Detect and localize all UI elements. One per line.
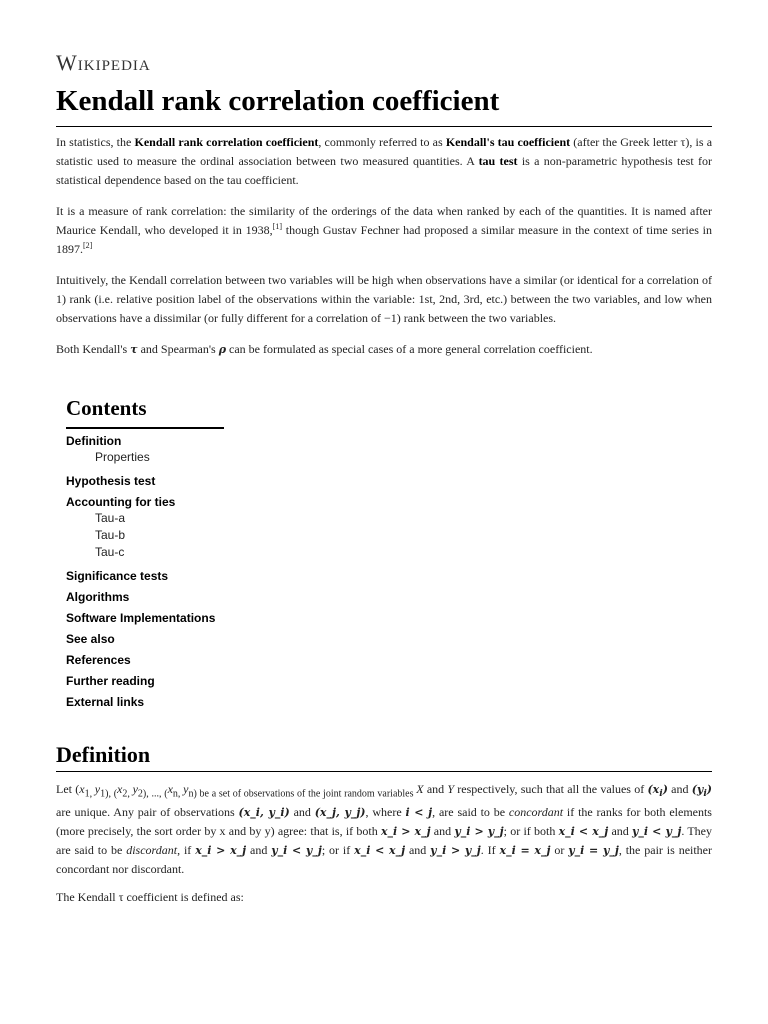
math-pair-i: (x_i, y_i) [238,806,290,820]
definition-paragraph-2: The Kendall τ coefficient is defined as: [56,890,244,904]
math: x_i > x_j [195,844,247,858]
term-tau-test: tau test [478,154,518,168]
var-X: X [416,782,424,796]
math: x_i < x_j [558,825,609,839]
intro-paragraph-4 [56,340,712,359]
toc-item-software-implementations[interactable]: Software Implementations [66,611,216,625]
text: In statistics, the [56,135,135,149]
text: and [667,782,692,796]
text: and [405,843,431,858]
text: if the ranks for both elements (more precisely, the sort order by x and by y) agree: that is, if both [56,805,712,839]
intro-paragraph-2 [56,202,712,259]
text: though Gustav Fechner had proposed a similar measure in the context of time series in 1897. [56,223,712,256]
intro-paragraph-1 [56,133,712,190]
var: x [79,782,85,796]
math: x_i < x_j [354,844,406,858]
text: , the pair is neither concordant nor discordant. [56,843,713,877]
text: can be formulated as special cases of a more general correlation coefficient. [226,342,593,356]
title-divider [56,126,712,127]
term-concordant: concordant [508,805,564,820]
math-xi: $(x_i)$ [647,783,668,800]
definition-paragraph-1 [56,780,712,879]
intro-paragraph-3: Intuitively, the Kendall correlation between two variables will be high when observations have a similar (or identical for a correlation of 1) rank (i.e. relative position label of the observations within the variable: 1st, 2nd, 3rd, etc.) between the two variables, and low when observations have a dissimilar (or fully different for a correlation of −1) rank between the two variables. [56,273,712,325]
text: and Spearman's [137,342,219,356]
toc-item-properties[interactable]: Properties [95,450,150,464]
text: (after the Greek letter τ), is a statistic used to measure the ordinal association between two measured quantities. A [56,135,713,168]
toc-item-see-also[interactable]: See also [66,632,115,646]
text: It is a measure of rank correlation: the similarity of the orderings of the data when ranked by each of the quantities. It is named after Maurice Kendall, who developed it in 1938, [56,204,712,237]
text: . They are said to be [56,824,713,858]
toc-item-tau-b[interactable]: Tau-b [95,528,126,542]
page-title: Kendall rank correlation coefficient [56,85,500,117]
toc-item-algorithms[interactable]: Algorithms [66,590,130,604]
var: y [94,782,101,796]
text: , commonly referred to as [318,135,446,149]
text: , are said to be [432,805,509,820]
math-i-lt-j: i < j [405,806,433,820]
text: respectively, such that all the values of [454,782,648,796]
math-yi: $(y_i)$ [691,783,713,800]
toc-item-tau-a[interactable]: Tau-a [95,511,126,525]
citation-2[interactable]: [2] [83,241,93,250]
term-kendall-tau: Kendall's tau coefficient [445,135,571,149]
term-kendall-rank: Kendall rank correlation coefficient [134,135,319,149]
var: x [167,782,173,796]
math: y_i > y_j [430,844,481,858]
text: ; or if both [503,824,559,839]
table-of-contents [66,396,226,710]
math: y_i < y_j [271,844,322,858]
toc-item-external-links[interactable]: External links [66,695,145,709]
text: 1, [84,788,95,800]
toc-item-references[interactable]: References [66,653,131,667]
text: are unique. Any pair of observations [56,805,239,820]
text: n) be a set of observations of the joint random variables [188,788,417,800]
math: y_i > y_j [454,825,504,839]
tau-symbol: τ [130,343,138,356]
text: or [550,843,569,858]
text: and [246,843,272,858]
text: 2, [122,788,133,800]
rho-symbol: ρ [218,343,227,356]
math: x_i = x_j [499,844,551,858]
toc-item-significance-tests[interactable]: Significance tests [66,569,169,583]
text: , where [365,805,406,820]
toc-item-accounting-for-ties[interactable]: Accounting for ties [66,495,176,509]
var: y [132,782,138,796]
toc-list [66,433,226,710]
section-divider [56,771,712,772]
text: Both Kendall's [56,342,131,356]
text: is a non-parametric hypothesis test for statistical dependence based on the tau coefficient. [56,154,712,187]
text: , if [177,843,196,858]
text: . If [480,843,500,858]
text: and [430,824,455,839]
citation-1[interactable]: [1] [272,222,282,231]
text: 2), ..., ( [137,788,168,800]
toc-title: Contents [66,396,224,429]
term-discordant: discordant [126,843,178,858]
text: ; or if [321,843,355,858]
text: and [423,782,448,796]
math-pair-j: (x_j, y_j) [314,806,366,820]
toc-item-hypothesis-test[interactable]: Hypothesis test [66,474,156,488]
section-heading-definition: Definition [56,742,151,767]
math: x_i > x_j [380,825,431,839]
text: 1), ( [100,788,118,800]
wikipedia-logo[interactable]: Wikipedia [56,50,151,75]
toc-item-further-reading[interactable]: Further reading [66,674,155,688]
text: and [289,805,315,820]
text: n, [172,788,184,800]
toc-item-tau-c[interactable]: Tau-c [95,545,125,559]
var: y [183,782,189,796]
var-Y: Y [447,782,455,796]
text: Let ( [56,782,80,796]
math: y_i = y_j [568,844,619,858]
text: and [608,824,633,839]
math: y_i < y_j [632,825,682,839]
var: x [117,782,123,796]
toc-item-definition[interactable]: Definition [66,434,122,448]
